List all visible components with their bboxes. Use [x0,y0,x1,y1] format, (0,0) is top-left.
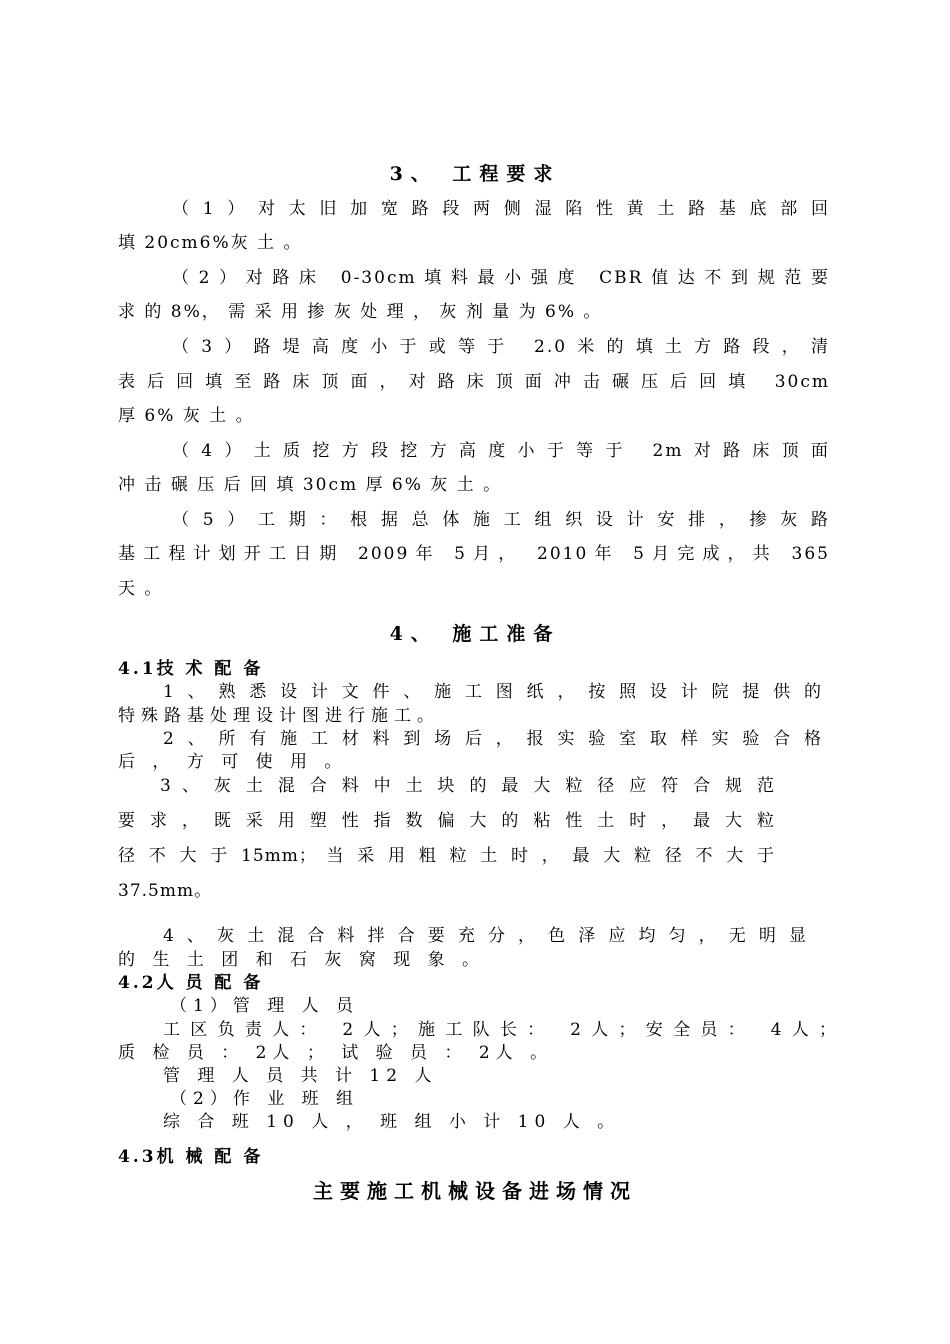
req-5-line-2: 基工程计划开工日期 2009年 5月， 2010年 5月完成，共 365 [118,544,830,564]
staff-management-line-1: 工区负责人： 2人；施工队长： 2人；安全员： 4人； [163,1020,838,1040]
tech-2-line-1: 2、所有施工材料到场后，报实验室取样实验合格 [163,729,823,749]
subsection-4-1-heading: 4.1技 术 配 备 [118,659,264,679]
req-4-line-1: （4）土质挖方段挖方高度小于等于 2m对路床顶面 [172,441,830,461]
req-4-line-2: 冲 击 碾 压 后 回 填 30cm 厚 6% 灰 土 。 [118,475,503,495]
staff-management-heading: （1）管 理 人 员 [170,996,360,1016]
tech-4-line-2: 的 生 土 团 和 石 灰 窝 现 象 。 [118,950,486,970]
tech-3-line-1: 3 、 灰 土 混 合 料 中 土 块 的 最 大 粒 径 应 符 合 规 范 [160,776,775,796]
tech-3-line-4: 37.5mm。 [118,881,213,901]
req-3-line-3: 厚 6% 灰 土 。 [118,406,255,426]
tech-3-line-2: 要 求 ， 既 采 用 塑 性 指 数 偏 大 的 粘 性 土 时 ， 最 大 粒 [118,811,775,831]
subsection-4-3-heading: 4.3机 械 配 备 [118,1147,264,1167]
req-3-line-1: （3）路堤高度小于或等于 2.0米的填土方路段，清 [172,337,830,357]
staff-crew-heading: （2）作 业 班 组 [170,1089,360,1109]
req-1-line-1: （1）对太旧加宽路段两侧湿陷性黄土路基底部回 [172,199,830,219]
req-2-line-1: （2）对路床 0-30cm填料最小强度 CBR值达不到规范要 [172,268,830,288]
staff-management-line-2: 质 检 员 ： 2人 ； 试 验 员 ： 2人 。 [118,1043,554,1063]
req-5-line-1: （5）工期：根据总体施工组织设计安排，掺灰路 [172,510,830,530]
req-3-line-2: 表后回填至路床顶面，对路床顶面冲击碾压后回填 30cm [118,372,830,392]
tech-1-line-2: 特殊路基处理设计图进行施工。 [118,706,440,726]
staff-crew-line: 综 合 班 10 人 ， 班 组 小 计 10 人 。 [163,1112,621,1132]
equipment-table-title: 主要施工机械设备进场情况 [313,1179,637,1203]
req-1-line-2: 填 20cm6%灰 土 。 [118,233,303,253]
section-4-title: 4、 施工准备 [389,623,561,645]
subsection-4-2-heading: 4.2人 员 配 备 [118,973,264,993]
tech-3-line-3: 径 不 大 于 15mm； 当 采 用 粗 粒 土 时 ， 最 大 粒 径 不 大 于 [118,846,775,866]
tech-2-line-2: 后 ， 方 可 使 用 。 [118,752,348,772]
tech-1-line-1: 1、熟悉设计文件、施工图纸，按照设计院提供的 [163,682,823,702]
staff-management-total: 管 理 人 员 共 计 12 人 [163,1066,438,1086]
tech-4-line-1: 4、灰土混合料拌合要充分，色泽应均匀，无明显 [163,926,808,946]
req-5-line-3: 天 。 [118,579,164,599]
section-3-title: 3、 工程要求 [389,163,561,185]
req-2-line-2: 求 的 8%， 需 采 用 掺 灰 处 理 ， 灰 剂 量 为 6% 。 [118,302,603,322]
